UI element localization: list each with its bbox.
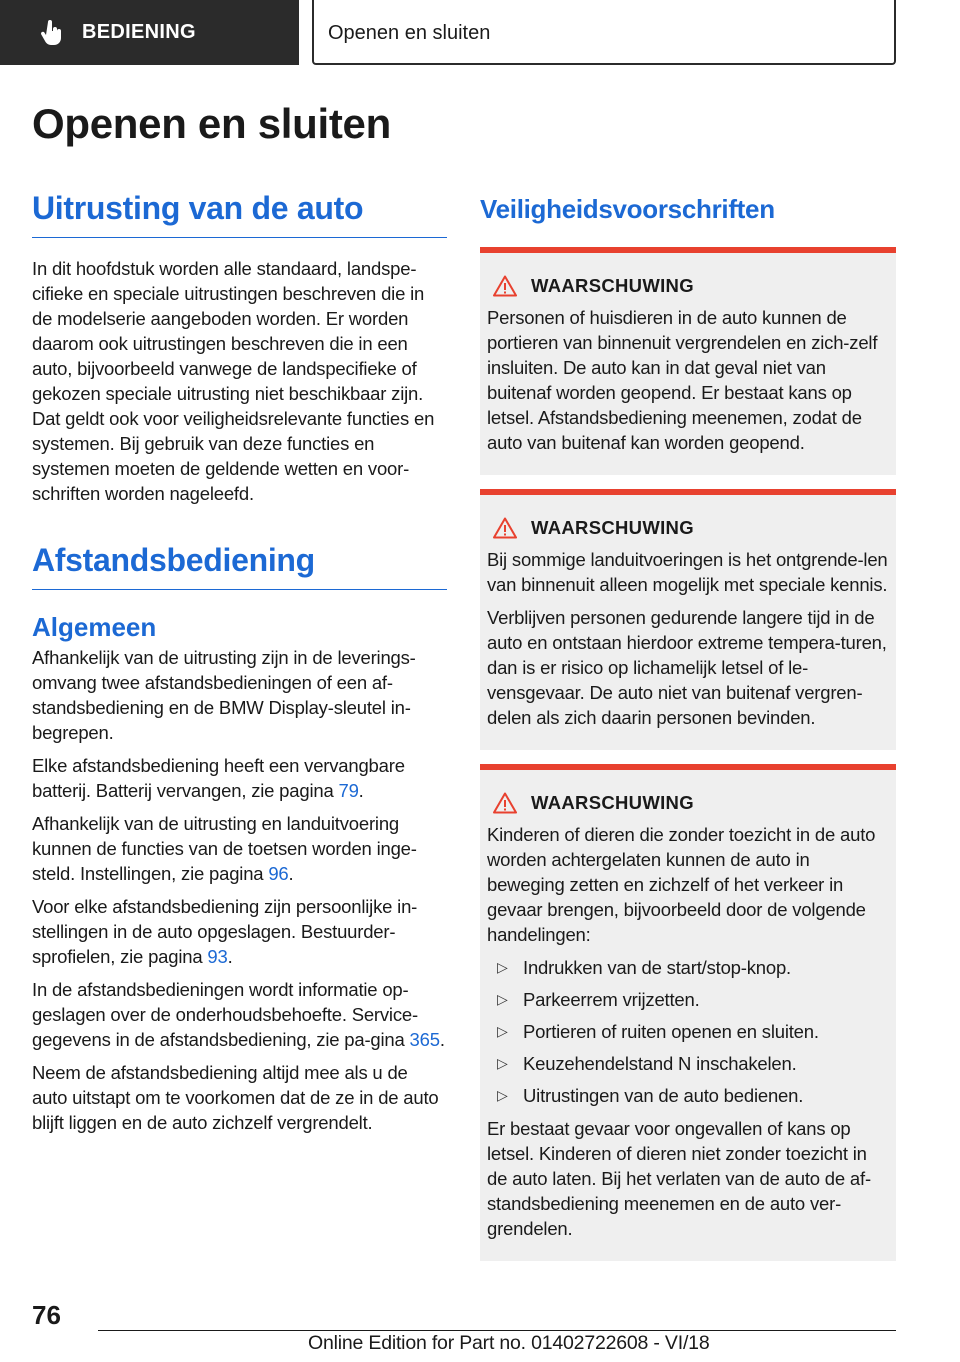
equipment-paragraph: In dit hoofdstuk worden alle standaard, landspe-cifieke en speciale uitrustingen beschreven die in de modelserie aangeboden worden. Er worden daarom ook uitrustingen beschreven die in een auto, bijvoorbeeld vanwege de landspecifieke of gekozen speciale uitrusting niet beschikbaar zijn. Dat geldt ook voor veiligheidsrelevante functies en systemen. Bij gebruik van deze functies en systemen moeten de geldende wetten en voor-schriften worden nageleefd. [32, 258, 435, 504]
action-list [487, 955, 888, 1108]
section-label: BEDIENING [82, 21, 196, 43]
list-item-text: Portieren of ruiten openen en sluiten. [523, 1021, 819, 1042]
list-item-text: Indrukken van de start/stop-knop. [523, 957, 791, 978]
remote-paragraph-2 [32, 753, 447, 803]
remote-heading: Afstandsbediening [32, 542, 447, 590]
warning-triangle-icon [493, 517, 517, 539]
period: . [358, 780, 364, 801]
warning-triangle-icon [493, 792, 517, 814]
remote-paragraph-5 [32, 977, 447, 1052]
paragraph-text: In de afstandsbedieningen wordt informatie op-geslagen over de onderhoudsbehoefte. Service-gegevens in de afstandsbediening, zie pa-gina [32, 979, 418, 1050]
safety-heading: Veiligheidsvoorschriften [480, 194, 775, 224]
page-link-96[interactable]: 96 [268, 863, 289, 884]
warning-header [487, 275, 888, 297]
list-item-text: Uitrustingen van de auto bedienen. [523, 1085, 804, 1106]
warning-text: Bij sommige landuitvoeringen is het ontgrende-len van binnenuit alleen mogelijk met speciale kennis. [487, 549, 888, 595]
page-number: 76 [32, 1300, 61, 1330]
warning-text: Verblijven personen gedurende langere tijd in de auto en ontstaan hierdoor extreme tempera-turen, dan is er risico op lichamelijk letsel of le-vensgevaar. De auto niet van buitenaf vergren-delen als zich daarin personen bevinden. [487, 607, 887, 728]
page-title: Openen en sluiten [32, 100, 391, 147]
triangle-bullet-icon: ▷ [497, 959, 508, 975]
right-column [480, 190, 896, 1261]
warning-title: WAARSCHUWING [531, 792, 694, 813]
chapter-header [312, 0, 896, 65]
list-item [487, 1051, 888, 1076]
warning-box-2 [480, 489, 896, 750]
warning-text: Personen of huisdieren in de auto kunnen de portieren van binnenuit vergrendelen en zich-zelf insluiten. De auto kan in dat geval niet van buitenaf worden geopend. Er bestaat kans op letsel. Afstandsbediening meenemen, zodat de auto van buitenaf kan worden geopend. [487, 307, 878, 453]
list-item [487, 1019, 888, 1044]
page-link-79[interactable]: 79 [338, 780, 359, 801]
remote-paragraph-1: Afhankelijk van de uitrusting zijn in de leverings-omvang twee afstandsbedieningen of een af-standsbediening en de BMW Display-sleutel in-begrepen. [32, 647, 416, 743]
warning-text: Kinderen of dieren die zonder toezicht in de auto worden achtergelaten kunnen de auto in beweging zetten en zichzelf of het verkeer in gevaar brengen, bijvoorbeeld door de volgende handelingen: [487, 824, 876, 945]
period: . [227, 946, 233, 967]
list-item-text: Parkeerrem vrijzetten. [523, 989, 700, 1010]
hand-pointer-icon [40, 20, 64, 46]
left-column [32, 190, 447, 1135]
footer-divider [98, 1330, 896, 1331]
triangle-bullet-icon: ▷ [497, 1087, 508, 1103]
paragraph-text: Afhankelijk van de uitrusting en landuitvoering kunnen de functies van de toetsen worden inge-steld. Instellingen, zie pagina [32, 813, 417, 884]
list-item [487, 955, 888, 980]
period: . [439, 1029, 445, 1050]
paragraph-text: Voor elke afstandsbediening zijn persoonlijke in-stellingen in de auto opgeslagen. Bestuurder-sprofielen, zie pagina [32, 896, 418, 967]
warning-title: WAARSCHUWING [531, 517, 694, 538]
warning-box-3 [480, 764, 896, 1261]
warning-box-1 [480, 247, 896, 475]
warning-header [487, 792, 888, 814]
triangle-bullet-icon: ▷ [497, 1023, 508, 1039]
triangle-bullet-icon: ▷ [497, 991, 508, 1007]
edition-note: Online Edition for Part no. 01402722608 - VI/18 [308, 1332, 710, 1354]
remote-paragraph-6: Neem de afstandsbediening altijd mee als u de auto uitstapt om te voorkomen dat de ze in de auto blijft liggen en de auto zichzelf vergrendelt. [32, 1062, 439, 1133]
triangle-bullet-icon: ▷ [497, 1055, 508, 1071]
chapter-title: Openen en sluiten [328, 22, 491, 44]
warning-header [487, 517, 888, 539]
list-item [487, 1083, 888, 1108]
list-item [487, 987, 888, 1012]
warning-triangle-icon [493, 275, 517, 297]
remote-paragraph-4 [32, 894, 447, 969]
warning-title: WAARSCHUWING [531, 275, 694, 296]
paragraph-text: Elke afstandsbediening heeft een vervangbare batterij. Batterij vervangen, zie pagina [32, 755, 405, 801]
page-link-93[interactable]: 93 [207, 946, 228, 967]
warning-text: Er bestaat gevaar voor ongevallen of kans op letsel. Kinderen of dieren niet zonder toezicht in de auto laten. Bij het verlaten van de auto de af-standsbediening meenemen en de auto ver-grendelen. [487, 1118, 871, 1239]
equipment-heading: Uitrusting van de auto [32, 190, 447, 238]
remote-paragraph-3 [32, 811, 447, 886]
period: . [288, 863, 294, 884]
page-link-365[interactable]: 365 [409, 1029, 440, 1050]
general-subheading: Algemeen [32, 612, 157, 642]
section-tab [0, 0, 299, 65]
list-item-text: Keuzehendelstand N inschakelen. [523, 1053, 797, 1074]
